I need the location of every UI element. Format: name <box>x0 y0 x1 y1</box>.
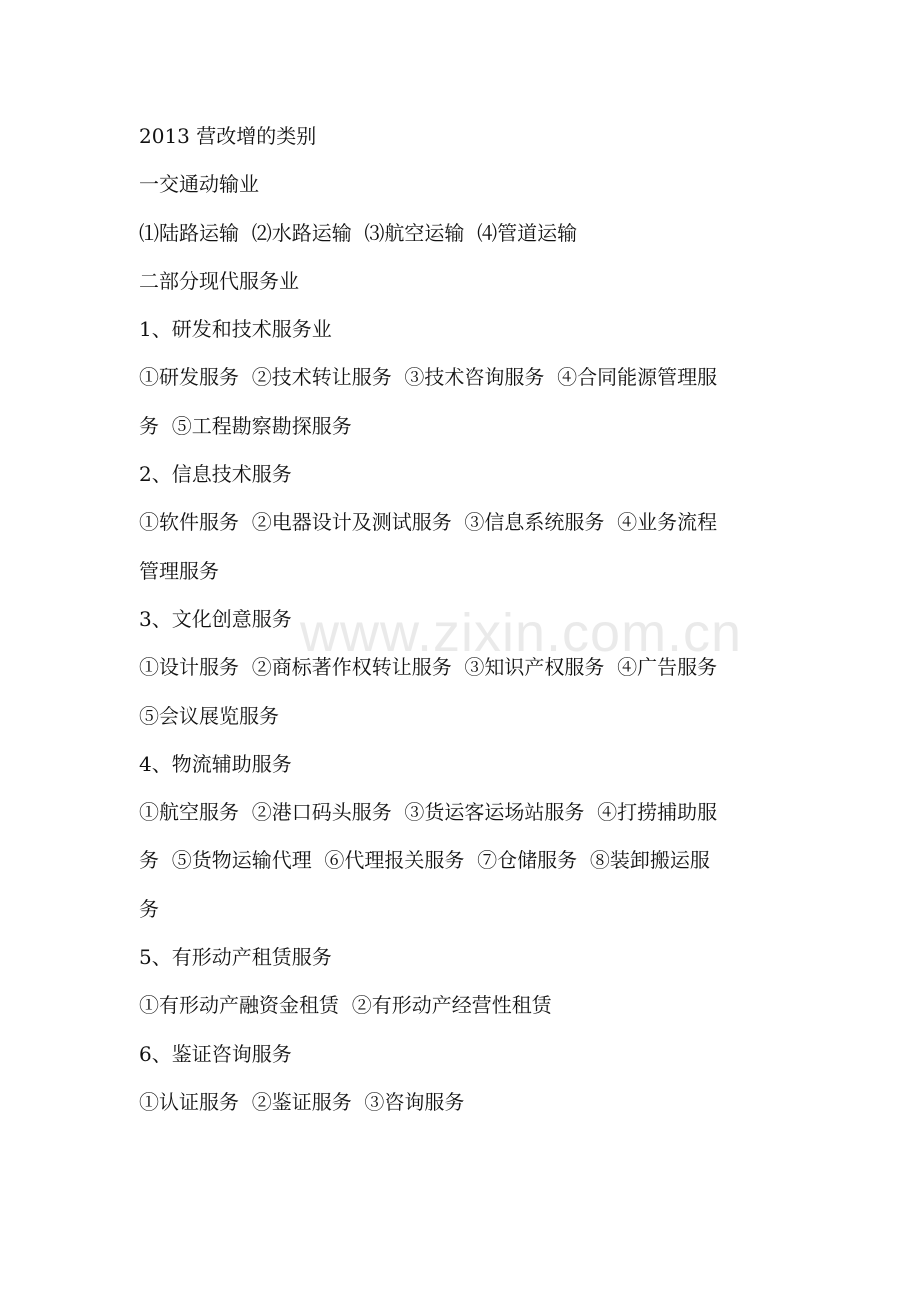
document-body <box>139 112 799 1126</box>
subsection-heading-consulting: 6、鉴证咨询服务 <box>139 1041 292 1066</box>
section-heading-modern-services: 二部分现代服务业 <box>139 268 299 293</box>
logistics-items-line-2: 务 ⑤货物运输代理 ⑥代理报关服务 ⑦仓储服务 ⑧装卸搬运服 <box>139 848 710 873</box>
watermark: www.zixin.com.cn <box>300 603 743 663</box>
subsection-heading-it: 2、信息技术服务 <box>139 462 292 487</box>
culture-items-line-2: ⑤会议展览服务 <box>139 703 279 728</box>
subsection-heading-leasing: 5、有形动产租赁服务 <box>139 945 332 970</box>
it-items-line-2: 管理服务 <box>139 558 219 583</box>
it-items-line-1: ①软件服务 ②电器设计及测试服务 ③信息系统服务 ④业务流程 <box>139 510 718 535</box>
logistics-items-line-1: ①航空服务 ②港口码头服务 ③货运客运场站服务 ④打捞捕助服 <box>139 800 718 825</box>
logistics-items-line-3: 务 <box>139 896 159 921</box>
consulting-items-line-1: ①认证服务 ②鉴证服务 ③咨询服务 <box>139 1089 465 1114</box>
rd-items-line-1: ①研发服务 ②技术转让服务 ③技术咨询服务 ④合同能源管理服 <box>139 365 718 390</box>
subsection-heading-rd: 1、研发和技术服务业 <box>139 317 332 342</box>
culture-items-line-1: ①设计服务 ②商标著作权转让服务 ③知识产权服务 ④广告服务 <box>139 655 718 680</box>
rd-items-line-2: 务 ⑤工程勘察勘探服务 <box>139 413 352 438</box>
section-heading-transport: 一交通动输业 <box>139 172 259 197</box>
transport-items: ⑴陆路运输 ⑵水路运输 ⑶航空运输 ⑷管道运输 <box>139 220 578 245</box>
document-title: 2013 营改增的类别 <box>139 124 317 148</box>
subsection-heading-logistics: 4、物流辅助服务 <box>139 751 292 776</box>
leasing-items-line-1: ①有形动产融资金租赁 ②有形动产经营性租赁 <box>139 993 552 1018</box>
subsection-heading-culture: 3、文化创意服务 <box>139 606 292 631</box>
